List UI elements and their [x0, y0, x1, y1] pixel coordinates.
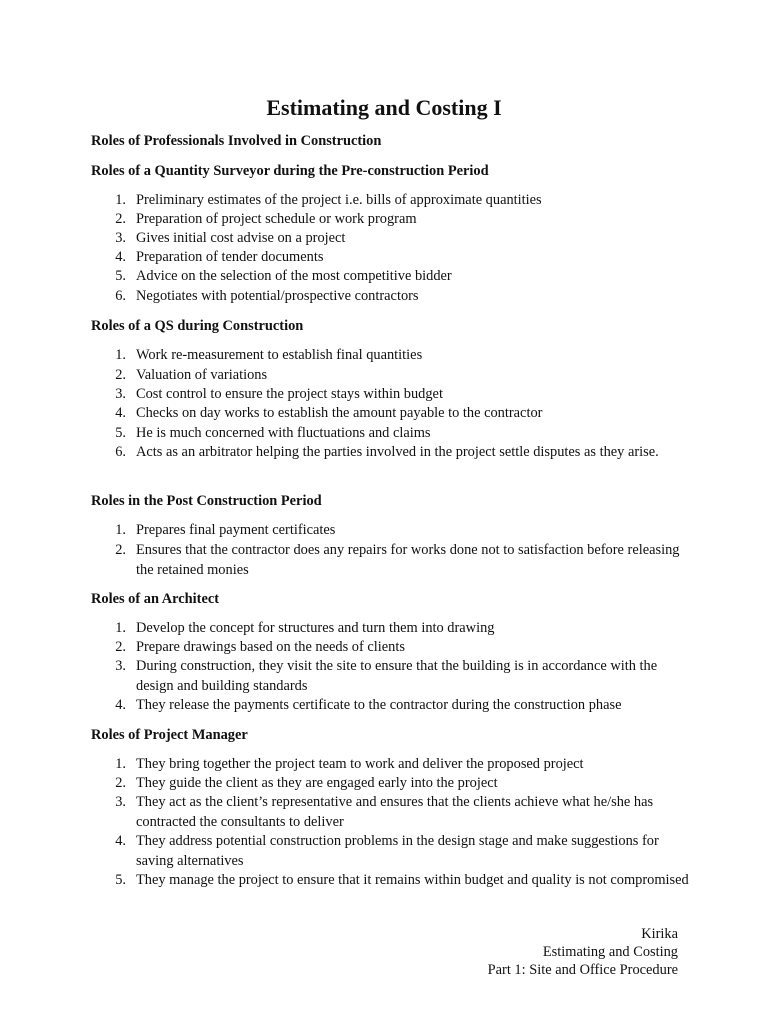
list-item-text: They guide the client as they are engaged early into the project [136, 775, 498, 791]
section-heading-post-construction: Roles in the Post Construction Period [91, 493, 322, 509]
list-item-text: They address potential construction problems in the design stage and make suggestions for saving alternatives [136, 833, 659, 869]
list-number: 3. [115, 230, 126, 246]
footer-author: Kirika [641, 926, 678, 942]
list-item-text: Gives initial cost advise on a project [136, 230, 346, 246]
list-item-text: Work re-measurement to establish final quantities [136, 347, 423, 363]
list-item-text: They act as the client’s representative and ensures that the clients achieve what he/she has contracted the consultants to deliver [136, 794, 654, 830]
list-number: 3. [115, 794, 126, 810]
list-number: 2. [115, 775, 126, 791]
list-number: 1. [115, 347, 126, 363]
list-number: 2. [115, 639, 126, 655]
list-item-text: Negotiates with potential/prospective contractors [136, 288, 419, 304]
list-item-text: They manage the project to ensure that it remains within budget and quality is not compromised [136, 872, 689, 888]
footer-course: Estimating and Costing [542, 944, 678, 960]
list-item-text: Acts as an arbitrator helping the parties involved in the project settle disputes as they arise. [136, 444, 659, 460]
list-item-text: Prepares final payment certificates [136, 522, 336, 538]
list-number: 5. [115, 425, 126, 441]
list-number: 1. [115, 756, 126, 772]
list-item-text: They release the payments certificate to the contractor during the construction phase [136, 697, 622, 713]
list-item-text: Preparation of tender documents [136, 249, 324, 265]
list-item-text: Valuation of variations [136, 367, 268, 383]
list-number: 6. [115, 288, 126, 304]
list-item-text: Preliminary estimates of the project i.e. bills of approximate quantities [136, 192, 542, 208]
list-number: 4. [115, 405, 126, 421]
section-heading-project-manager: Roles of Project Manager [91, 727, 248, 743]
list-item-text: Advice on the selection of the most competitive bidder [136, 268, 452, 284]
list-item-text: Ensures that the contractor does any repairs for works done not to satisfaction before releasing the retained monies [136, 542, 680, 578]
list-item-text: Checks on day works to establish the amount payable to the contractor [136, 405, 543, 421]
section-heading-professionals: Roles of Professionals Involved in Construction [91, 133, 382, 149]
list-number: 4. [115, 833, 126, 849]
list-item-text: They bring together the project team to work and deliver the proposed project [136, 756, 584, 772]
list-number: 2. [115, 542, 126, 558]
list-item-text: Develop the concept for structures and turn them into drawing [136, 620, 495, 636]
section-heading-qs-preconstruction: Roles of a Quantity Surveyor during the Pre-construction Period [91, 163, 489, 179]
list-number: 3. [115, 386, 126, 402]
list-number: 5. [115, 872, 126, 888]
list-number: 1. [115, 522, 126, 538]
page-footer [488, 925, 678, 979]
list-number: 2. [115, 367, 126, 383]
list-number: 5. [115, 268, 126, 284]
list-number: 4. [115, 249, 126, 265]
list-number: 3. [115, 658, 126, 674]
list-number: 2. [115, 211, 126, 227]
list-number: 6. [115, 444, 126, 460]
list-number: 1. [115, 620, 126, 636]
list-item-text: He is much concerned with fluctuations and claims [136, 425, 431, 441]
list-number: 1. [115, 192, 126, 208]
list-item-text: Cost control to ensure the project stays within budget [136, 386, 443, 402]
footer-part: Part 1: Site and Office Procedure [487, 962, 678, 978]
page-title: Estimating and Costing I [266, 95, 502, 120]
list-item-text: Preparation of project schedule or work program [136, 211, 417, 227]
list-item-text: Prepare drawings based on the needs of clients [136, 639, 405, 655]
section-heading-qs-during: Roles of a QS during Construction [91, 318, 304, 334]
list-number: 4. [115, 697, 126, 713]
section-heading-architect: Roles of an Architect [91, 591, 220, 607]
list-item-text: During construction, they visit the site to ensure that the building is in accordance with the design and building standards [136, 658, 658, 694]
